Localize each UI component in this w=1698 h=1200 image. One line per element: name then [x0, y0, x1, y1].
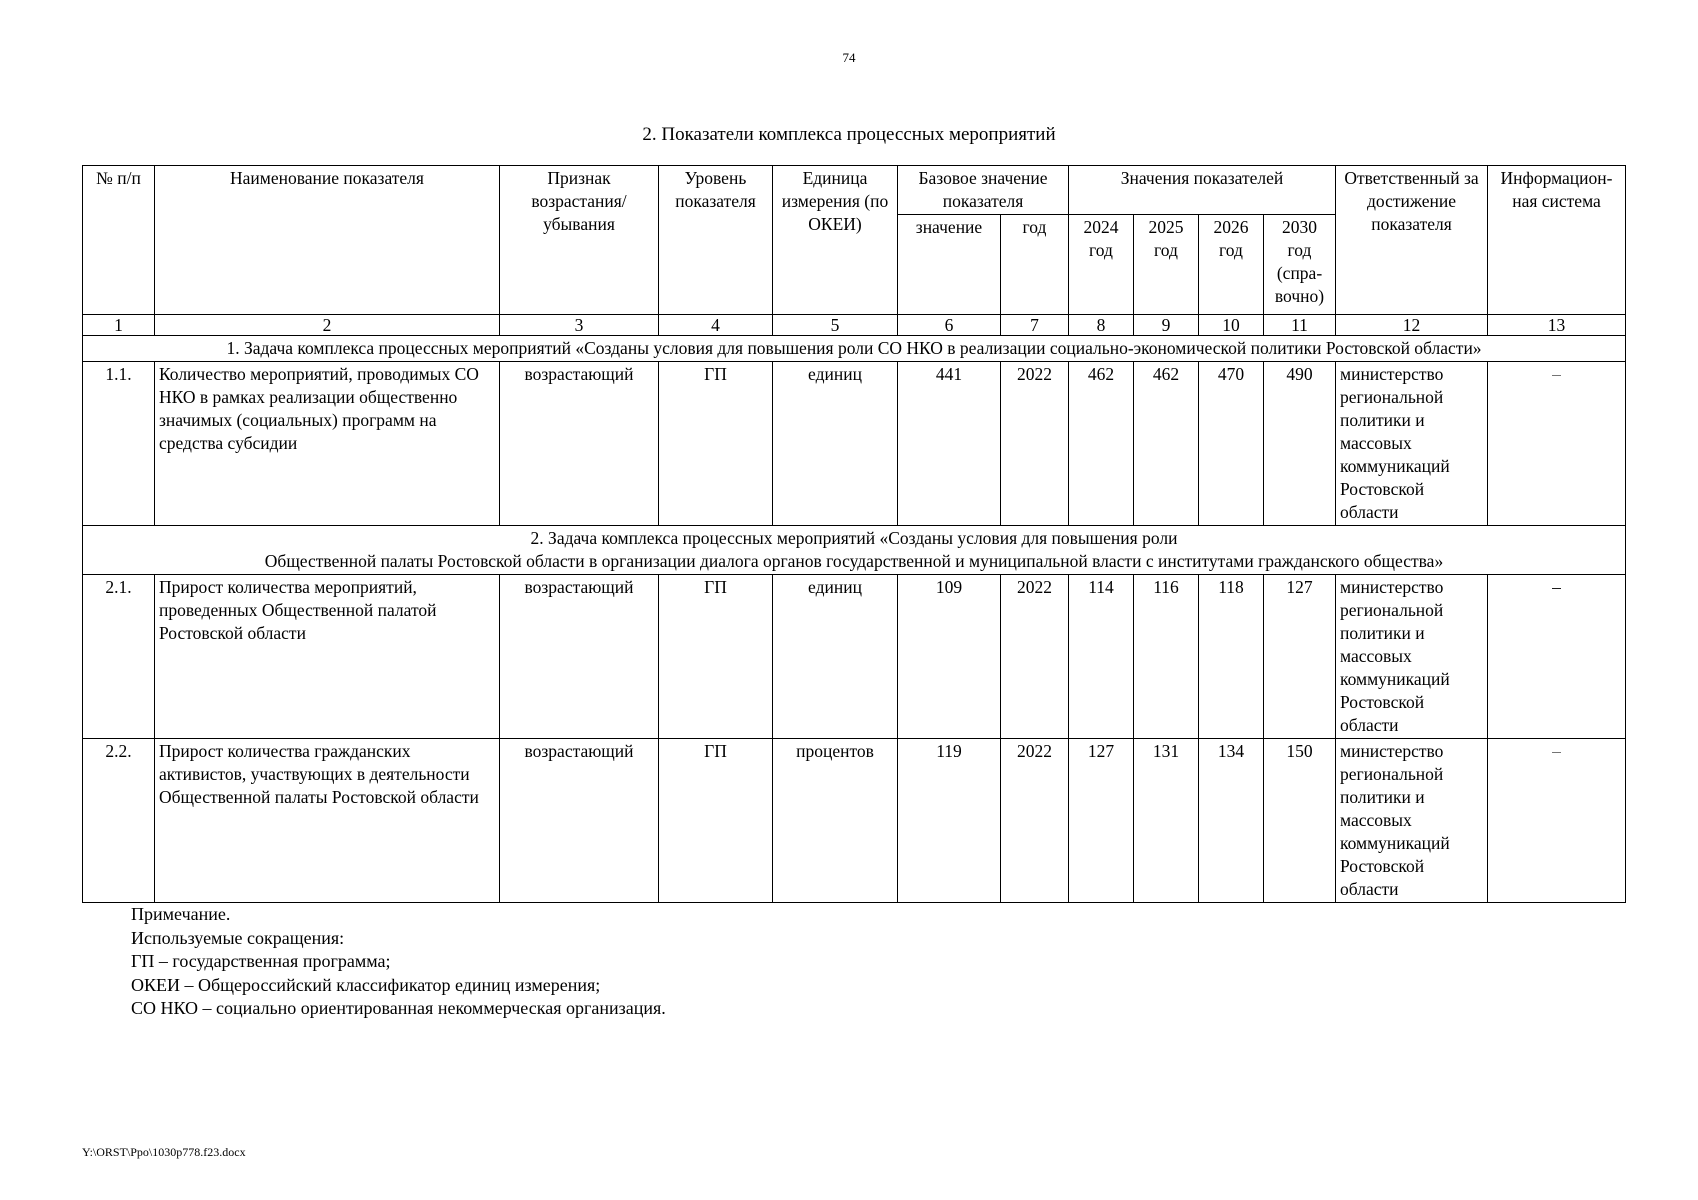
note-line: ГП – государственная программа; — [131, 951, 391, 971]
col-number: 1 — [83, 315, 155, 336]
row-2024: 114 — [1069, 575, 1134, 739]
task-title-line: 2. Задача комплекса процессных мероприятий «Созданы условия для повышения роли — [530, 528, 1178, 548]
header-sign: Признак возрастания/ убывания — [500, 166, 659, 315]
col-number: 6 — [898, 315, 1001, 336]
row-2024: 127 — [1069, 739, 1134, 903]
row-2025: 131 — [1134, 739, 1199, 903]
footer-file-path: Y:\ORST\Ppo\1030p778.f23.docx — [82, 1145, 246, 1159]
header-base-year: год — [1001, 215, 1069, 315]
row-sign: возрастающий — [500, 739, 659, 903]
row-name: Прирост количества гражданских активистов, участвующих в деятельности Общественной палаты Ростовской области — [155, 739, 500, 903]
row-2025: 462 — [1134, 362, 1199, 526]
note-heading: Примечание. — [131, 904, 231, 924]
col-number: 10 — [1199, 315, 1264, 336]
row-base-year: 2022 — [1001, 739, 1069, 903]
row-infosys: – — [1488, 575, 1626, 739]
row-num: 2.2. — [83, 739, 155, 903]
task-row-1 — [83, 336, 1626, 362]
header-name: Наименование показателя — [155, 166, 500, 315]
header-responsible: Ответственный за достижение показателя — [1336, 166, 1488, 315]
row-2026: 118 — [1199, 575, 1264, 739]
task-title-line: Общественной палаты Ростовской области в организации диалога органов государственной и муниципальной власти с институтами гражданского общества» — [264, 551, 1444, 571]
note-line: Используемые сокращения: — [131, 927, 345, 948]
row-2025: 116 — [1134, 575, 1199, 739]
table-row — [83, 575, 1626, 739]
row-2030: 490 — [1264, 362, 1336, 526]
row-base-value: 441 — [898, 362, 1001, 526]
col-number: 12 — [1336, 315, 1488, 336]
row-responsible: министерство региональной политики и массовых коммуникаций Ростовской области — [1336, 362, 1488, 526]
row-2026: 470 — [1199, 362, 1264, 526]
row-num: 1.1. — [83, 362, 155, 526]
header-level: Уровень показателя — [659, 166, 773, 315]
header-row-1 — [83, 166, 1626, 215]
header-num: № п/п — [83, 166, 155, 315]
row-2026: 134 — [1199, 739, 1264, 903]
col-number: 4 — [659, 315, 773, 336]
section-title: 2. Показатели комплекса процессных мероприятий — [642, 124, 1056, 145]
row-responsible: министерство региональной политики и массовых коммуникаций Ростовской области — [1336, 575, 1488, 739]
row-base-value: 119 — [898, 739, 1001, 903]
row-name: Прирост количества мероприятий, проведенных Общественной палатой Ростовской области — [155, 575, 500, 739]
col-number: 2 — [155, 315, 500, 336]
row-unit: процентов — [773, 739, 898, 903]
header-2025: 2025 год — [1134, 215, 1199, 315]
row-2030: 150 — [1264, 739, 1336, 903]
note-line: ОКЕИ – Общероссийский классификатор единиц измерения; — [131, 974, 601, 995]
header-2030: 2030 год (спра-вочно) — [1264, 215, 1336, 315]
table-row — [83, 362, 1626, 526]
row-2024: 462 — [1069, 362, 1134, 526]
row-name: Количество мероприятий, проводимых СО НКО в рамках реализации общественно значимых (социальных) программ на средства субсидии — [155, 362, 500, 526]
notes-block — [131, 903, 666, 1021]
header-2026: 2026 год — [1199, 215, 1264, 315]
col-number: 13 — [1488, 315, 1626, 336]
header-values: Значения показателей — [1069, 166, 1336, 215]
header-base: Базовое значение показателя — [898, 166, 1069, 215]
table-row — [83, 739, 1626, 903]
row-infosys: – — [1488, 739, 1626, 903]
row-2030: 127 — [1264, 575, 1336, 739]
col-number: 9 — [1134, 315, 1199, 336]
row-sign: возрастающий — [500, 575, 659, 739]
task-title: 1. Задача комплекса процессных мероприятий «Созданы условия для повышения роли СО НКО в реализации социально-экономической политики Ростовской области» — [83, 336, 1626, 362]
indicators-table — [82, 165, 1626, 903]
row-sign: возрастающий — [500, 362, 659, 526]
col-number: 3 — [500, 315, 659, 336]
task-title — [83, 526, 1626, 575]
row-base-value: 109 — [898, 575, 1001, 739]
header-base-value: значение — [898, 215, 1001, 315]
col-number: 5 — [773, 315, 898, 336]
row-unit: единиц — [773, 575, 898, 739]
col-number: 7 — [1001, 315, 1069, 336]
row-level: ГП — [659, 575, 773, 739]
col-number: 11 — [1264, 315, 1336, 336]
page-number: 74 — [842, 50, 856, 65]
row-unit: единиц — [773, 362, 898, 526]
task-row-2 — [83, 526, 1626, 575]
row-responsible: министерство региональной политики и массовых коммуникаций Ростовской области — [1336, 739, 1488, 903]
row-level: ГП — [659, 739, 773, 903]
column-numbers-row — [83, 315, 1626, 336]
header-infosys: Информацион-ная система — [1488, 166, 1626, 315]
row-base-year: 2022 — [1001, 575, 1069, 739]
header-2024: 2024 год — [1069, 215, 1134, 315]
row-level: ГП — [659, 362, 773, 526]
col-number: 8 — [1069, 315, 1134, 336]
row-infosys: – — [1488, 362, 1626, 526]
note-line: СО НКО – социально ориентированная некоммерческая организация. — [131, 998, 666, 1018]
row-num: 2.1. — [83, 575, 155, 739]
header-unit: Единица измерения (по ОКЕИ) — [773, 166, 898, 315]
row-base-year: 2022 — [1001, 362, 1069, 526]
